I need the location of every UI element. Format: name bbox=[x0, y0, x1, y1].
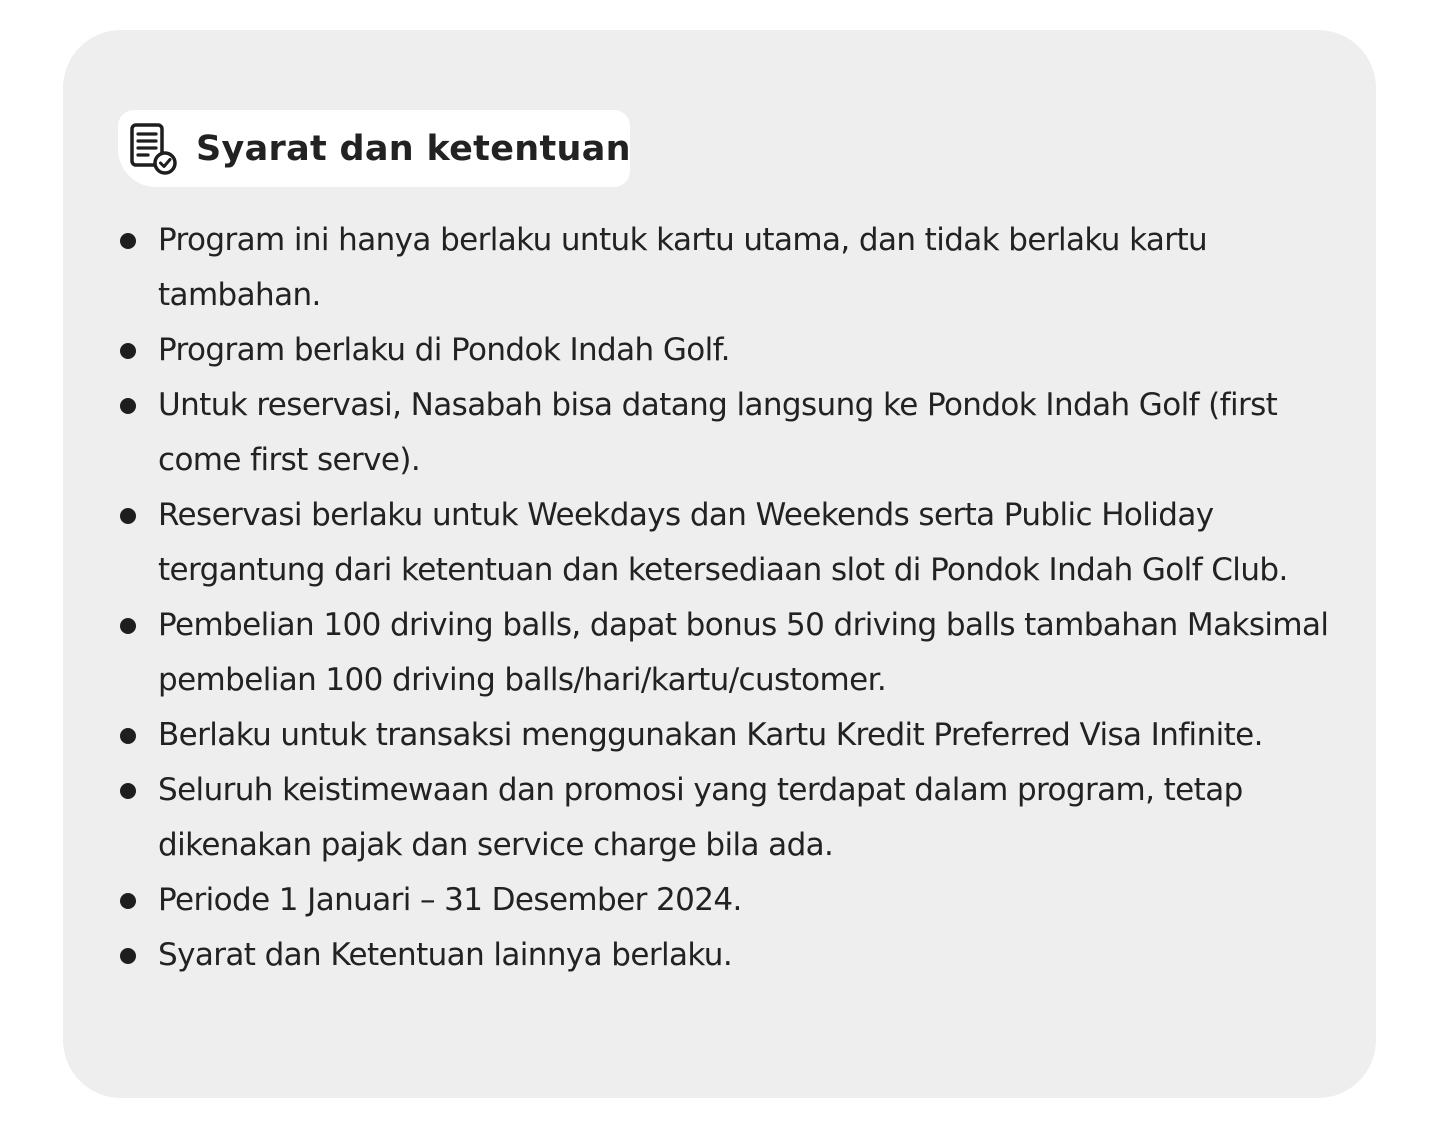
terms-card bbox=[63, 30, 1376, 1098]
list-item-text: Pembelian 100 driving balls, dapat bonus 50 driving balls tambahan Maksimal pembelian 100 driving balls/hari/kartu/customer. bbox=[158, 607, 1329, 698]
list-item-text: Seluruh keistimewaan dan promosi yang terdapat dalam program, tetap dikenakan pajak dan service charge bila ada. bbox=[158, 772, 1243, 863]
list-item bbox=[118, 488, 1348, 598]
list-item-text: Reservasi berlaku untuk Weekdays dan Weekends serta Public Holiday tergantung dari ketentuan dan ketersediaan slot di Pondok Indah Golf Club. bbox=[158, 497, 1288, 588]
list-item bbox=[118, 928, 1348, 983]
terms-header bbox=[118, 110, 630, 187]
list-item-text: Program berlaku di Pondok Indah Golf. bbox=[158, 332, 730, 368]
list-item bbox=[118, 763, 1348, 873]
bullet-dot bbox=[120, 508, 136, 524]
terms-list bbox=[118, 213, 1348, 983]
list-item bbox=[118, 873, 1348, 928]
document-check-icon bbox=[126, 110, 182, 187]
list-item bbox=[118, 378, 1348, 488]
list-item bbox=[118, 213, 1348, 323]
section-title: Syarat dan ketentuan bbox=[196, 128, 631, 169]
bullet-dot bbox=[120, 893, 136, 909]
bullet-dot bbox=[120, 783, 136, 799]
bullet-dot bbox=[120, 948, 136, 964]
bullet-dot bbox=[120, 233, 136, 249]
list-item bbox=[118, 598, 1348, 708]
list-item bbox=[118, 323, 1348, 378]
list-item bbox=[118, 708, 1348, 763]
bullet-dot bbox=[120, 398, 136, 414]
bullet-dot bbox=[120, 343, 136, 359]
list-item-text: Untuk reservasi, Nasabah bisa datang langsung ke Pondok Indah Golf (first come first serve). bbox=[158, 387, 1278, 478]
list-item-text: Syarat dan Ketentuan lainnya berlaku. bbox=[158, 937, 733, 973]
bullet-dot bbox=[120, 728, 136, 744]
list-item-text: Periode 1 Januari – 31 Desember 2024. bbox=[158, 882, 742, 918]
bullet-dot bbox=[120, 618, 136, 634]
list-item-text: Berlaku untuk transaksi menggunakan Kartu Kredit Preferred Visa Infinite. bbox=[158, 717, 1263, 753]
list-item-text: Program ini hanya berlaku untuk kartu utama, dan tidak berlaku kartu tambahan. bbox=[158, 222, 1208, 313]
